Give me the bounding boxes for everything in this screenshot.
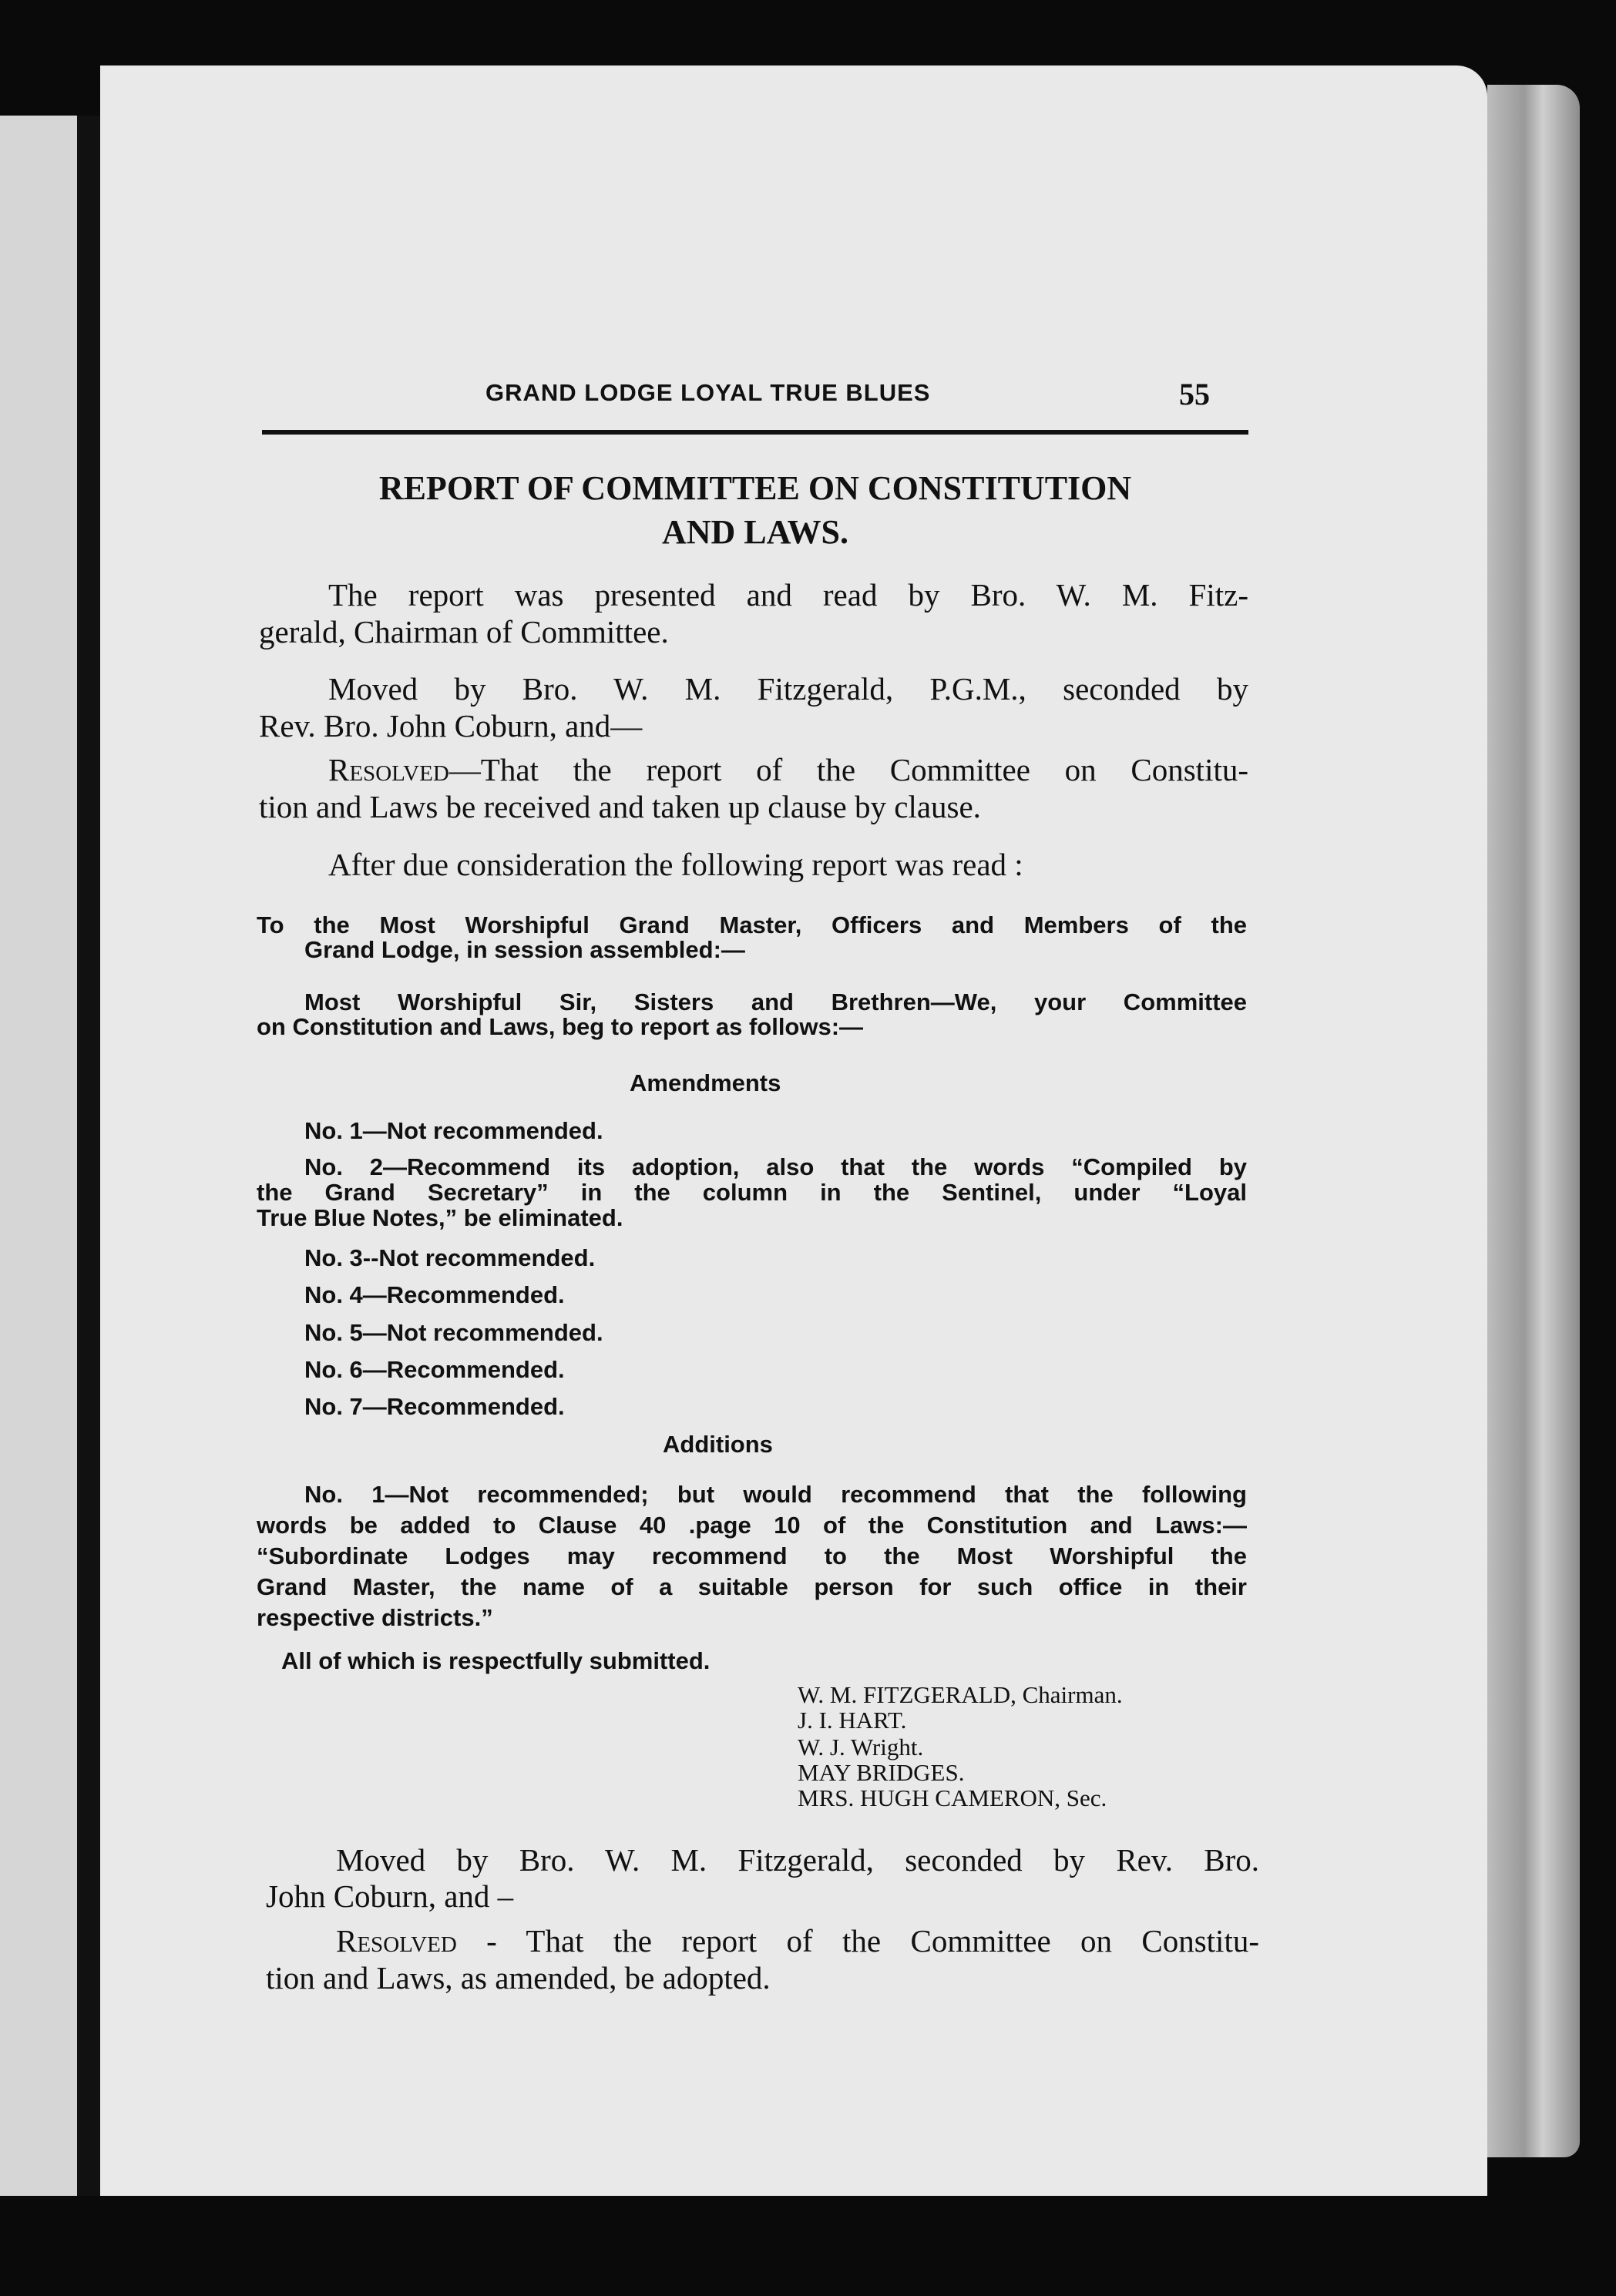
moved1-line1: Moved by Bro. W. M. Fitzgerald, P.G.M., seconded by [328, 671, 1248, 707]
amendment-item: No. 2—Recommend its adoption, also that the words “Compiled by [304, 1153, 1247, 1180]
signatory: W. M. FITZGERALD, Chairman. [798, 1681, 1123, 1708]
resolved2-line1 [336, 1922, 1259, 1959]
resolved1-line1 [328, 751, 1248, 788]
amendment-item: No. 7—Recommended. [304, 1393, 565, 1420]
intro-line1: The report was presented and read by Bro. W. M. Fitz- [328, 577, 1248, 613]
facing-page-edge [0, 116, 77, 2196]
address-line1: To the Most Worshipful Grand Master, Officers and Members of the [257, 911, 1247, 938]
address-line2: Grand Lodge, in session assembled:— [304, 936, 745, 963]
signatory: J. I. HART. [798, 1707, 907, 1734]
moved1-line2: Rev. Bro. John Coburn, and— [259, 708, 643, 744]
salutation-line1: Most Worshipful Sir, Sisters and Brethren—We, your Committee [304, 989, 1247, 1015]
amendment-item: the Grand Secretary” in the column in the Sentinel, under “Loyal [257, 1179, 1247, 1206]
running-head: GRAND LODGE LOYAL TRUE BLUES [485, 379, 931, 406]
page-stack-edge [1487, 85, 1580, 2157]
amendment-item: True Blue Notes,” be eliminated. [257, 1204, 623, 1231]
resolved-label: Resolved [336, 1923, 457, 1959]
moved2-line1: Moved by Bro. W. M. Fitzgerald, seconded by Rev. Bro. [336, 1842, 1259, 1878]
amendment-item: No. 3--Not recommended. [304, 1244, 596, 1271]
report-title-line1: REPORT OF COMMITTEE ON CONSTITUTION [378, 469, 1132, 507]
signatory: MAY BRIDGES. [798, 1759, 965, 1786]
report-title-line2: AND LAWS. [661, 513, 849, 551]
addition-line: “Subordinate Lodges may recommend to the Most Worshipful the [257, 1542, 1247, 1569]
amendment-item: No. 6—Recommended. [304, 1356, 565, 1383]
resolved-label: Resolved [328, 752, 449, 787]
amendment-item: No. 1—Not recommended. [304, 1117, 603, 1144]
resolved2-text: - That the report of the Committee on Constitu- [456, 1923, 1259, 1959]
resolved2-line2: tion and Laws, as amended, be adopted. [266, 1960, 771, 1996]
submitted-line: All of which is respectfully submitted. [281, 1647, 711, 1674]
moved2-line2: John Coburn, and – [266, 1878, 514, 1914]
addition-line: Grand Master, the name of a suitable person for such office in their [257, 1573, 1247, 1600]
signatory: W. J. Wright. [798, 1734, 924, 1761]
page-number: 55 [1179, 377, 1210, 411]
resolved1-text: —That the report of the Committee on Constitu- [449, 752, 1248, 787]
addition-line: No. 1—Not recommended; but would recommend that the following [304, 1481, 1247, 1508]
resolved1-line2: tion and Laws be received and taken up clause by clause. [259, 789, 981, 824]
signatory: MRS. HUGH CAMERON, Sec. [798, 1784, 1107, 1811]
amendments-heading: Amendments [630, 1069, 781, 1096]
addition-line: words be added to Clause 40 .page 10 of the Constitution and Laws:— [257, 1512, 1247, 1539]
consideration-line: After due consideration the following report was read : [328, 847, 1023, 882]
book-gutter [77, 116, 100, 2196]
amendment-item: No. 5—Not recommended. [304, 1319, 603, 1346]
additions-heading: Additions [663, 1431, 773, 1458]
amendment-item: No. 4—Recommended. [304, 1281, 565, 1308]
addition-line: respective districts.” [257, 1604, 493, 1631]
intro-line2: gerald, Chairman of Committee. [259, 614, 669, 650]
salutation-line2: on Constitution and Laws, beg to report as follows:— [257, 1013, 864, 1040]
header-rule [262, 430, 1248, 435]
